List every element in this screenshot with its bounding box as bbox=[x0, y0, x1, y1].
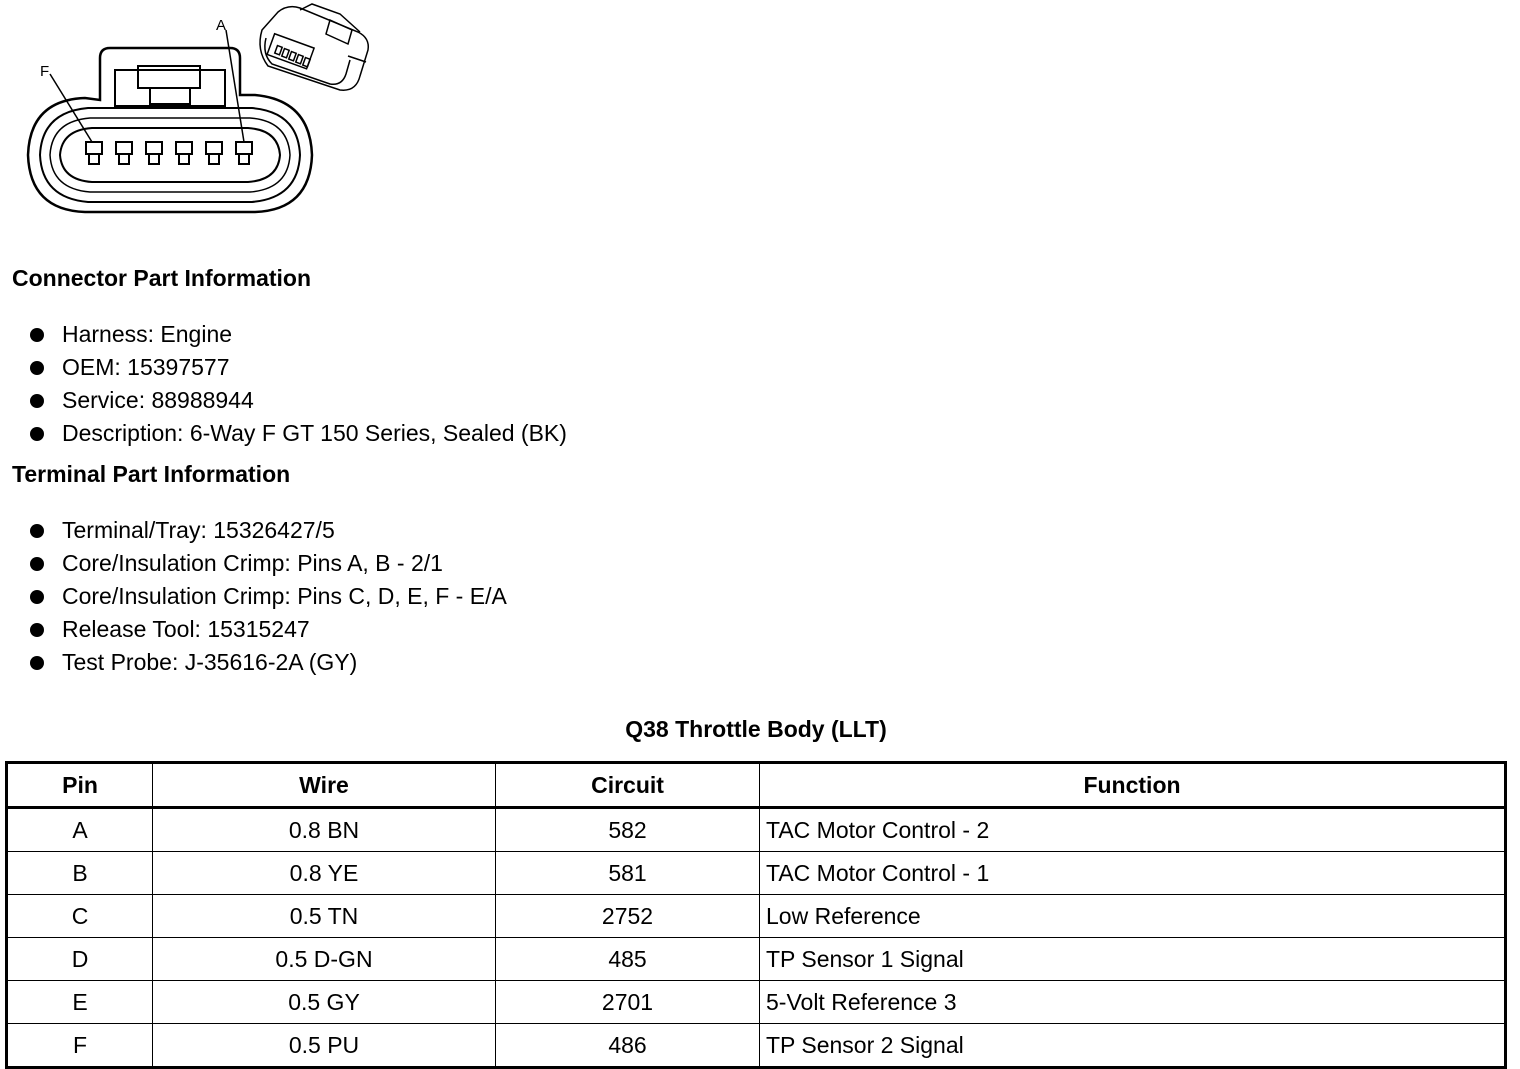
table-header-row bbox=[7, 763, 1506, 808]
wire-cell: 0.8 YE bbox=[153, 852, 496, 895]
list-item bbox=[28, 417, 567, 450]
circuit-cell: 2701 bbox=[496, 981, 760, 1024]
terminal-e bbox=[116, 142, 132, 164]
wire-cell: 0.5 GY bbox=[153, 981, 496, 1024]
list-item-text: Core/Insulation Crimp: Pins C, D, E, F - E/A bbox=[62, 583, 507, 609]
list-item bbox=[28, 580, 507, 613]
table-row bbox=[7, 852, 1506, 895]
table-row bbox=[7, 1024, 1506, 1068]
circuit-cell: 2752 bbox=[496, 895, 760, 938]
locking-tab-ramp bbox=[150, 88, 190, 104]
column-header-circuit: Circuit bbox=[496, 763, 760, 808]
terminal-b bbox=[206, 142, 222, 164]
wire-cell: 0.8 BN bbox=[153, 808, 496, 852]
column-header-wire: Wire bbox=[153, 763, 496, 808]
function-cell: TAC Motor Control - 2 bbox=[760, 808, 1506, 852]
connector-iso-view bbox=[260, 4, 368, 90]
function-cell: Low Reference bbox=[760, 895, 1506, 938]
circuit-cell: 581 bbox=[496, 852, 760, 895]
terminal-d bbox=[146, 142, 162, 164]
table-row bbox=[7, 808, 1506, 852]
column-header-function: Function bbox=[760, 763, 1506, 808]
bullet-icon bbox=[30, 524, 44, 538]
pin-cell: C bbox=[7, 895, 153, 938]
table-row bbox=[7, 938, 1506, 981]
function-cell: 5-Volt Reference 3 bbox=[760, 981, 1506, 1024]
table-row bbox=[7, 895, 1506, 938]
connector-face-diagram bbox=[0, 0, 400, 225]
function-cell: TP Sensor 2 Signal bbox=[760, 1024, 1506, 1068]
list-item bbox=[28, 646, 507, 679]
terminal-info-heading: Terminal Part Information bbox=[12, 461, 291, 487]
wire-cell: 0.5 TN bbox=[153, 895, 496, 938]
bullet-icon bbox=[30, 590, 44, 604]
table-row bbox=[7, 981, 1506, 1024]
list-item-text: Core/Insulation Crimp: Pins A, B - 2/1 bbox=[62, 550, 443, 576]
terminal-row bbox=[86, 142, 252, 164]
callout-label-f: F bbox=[40, 63, 50, 80]
list-item-text: Terminal/Tray: 15326427/5 bbox=[62, 517, 335, 543]
list-item-text: Test Probe: J-35616-2A (GY) bbox=[62, 649, 358, 675]
bullet-icon bbox=[30, 656, 44, 670]
circuit-cell: 582 bbox=[496, 808, 760, 852]
pinout-table bbox=[5, 761, 1507, 1069]
list-item-text: Harness: Engine bbox=[62, 321, 233, 347]
bullet-icon bbox=[30, 394, 44, 408]
pin-cell: D bbox=[7, 938, 153, 981]
bullet-icon bbox=[30, 328, 44, 342]
circuit-cell: 486 bbox=[496, 1024, 760, 1068]
list-item-text: Description: 6-Way F GT 150 Series, Sealed (BK) bbox=[62, 420, 567, 446]
pin-cell: B bbox=[7, 852, 153, 895]
list-item-text: Service: 88988944 bbox=[62, 387, 254, 413]
bullet-icon bbox=[30, 557, 44, 571]
pin-cell: A bbox=[7, 808, 153, 852]
list-item bbox=[28, 514, 507, 547]
terminal-f bbox=[86, 142, 102, 164]
wire-cell: 0.5 PU bbox=[153, 1024, 496, 1068]
bullet-icon bbox=[30, 623, 44, 637]
column-header-pin: Pin bbox=[7, 763, 153, 808]
list-item-text: Release Tool: 15315247 bbox=[62, 616, 310, 642]
bullet-icon bbox=[30, 427, 44, 441]
callout-label-a: A bbox=[216, 17, 227, 34]
function-cell: TP Sensor 1 Signal bbox=[760, 938, 1506, 981]
circuit-cell: 485 bbox=[496, 938, 760, 981]
list-item-text: OEM: 15397577 bbox=[62, 354, 230, 380]
connector-info-heading: Connector Part Information bbox=[12, 265, 312, 291]
callout-line-a bbox=[226, 30, 244, 142]
list-item bbox=[28, 547, 507, 580]
pin-cell: E bbox=[7, 981, 153, 1024]
connector-info-list bbox=[28, 318, 567, 450]
terminal-c bbox=[176, 142, 192, 164]
list-item bbox=[28, 384, 567, 417]
bullet-icon bbox=[30, 361, 44, 375]
function-cell: TAC Motor Control - 1 bbox=[760, 852, 1506, 895]
list-item bbox=[28, 613, 507, 646]
wire-cell: 0.5 D-GN bbox=[153, 938, 496, 981]
table-title: Q38 Throttle Body (LLT) bbox=[625, 716, 887, 742]
list-item bbox=[28, 351, 567, 384]
terminal-info-list bbox=[28, 514, 507, 679]
pin-cell: F bbox=[7, 1024, 153, 1068]
list-item bbox=[28, 318, 567, 351]
terminal-a bbox=[236, 142, 252, 164]
